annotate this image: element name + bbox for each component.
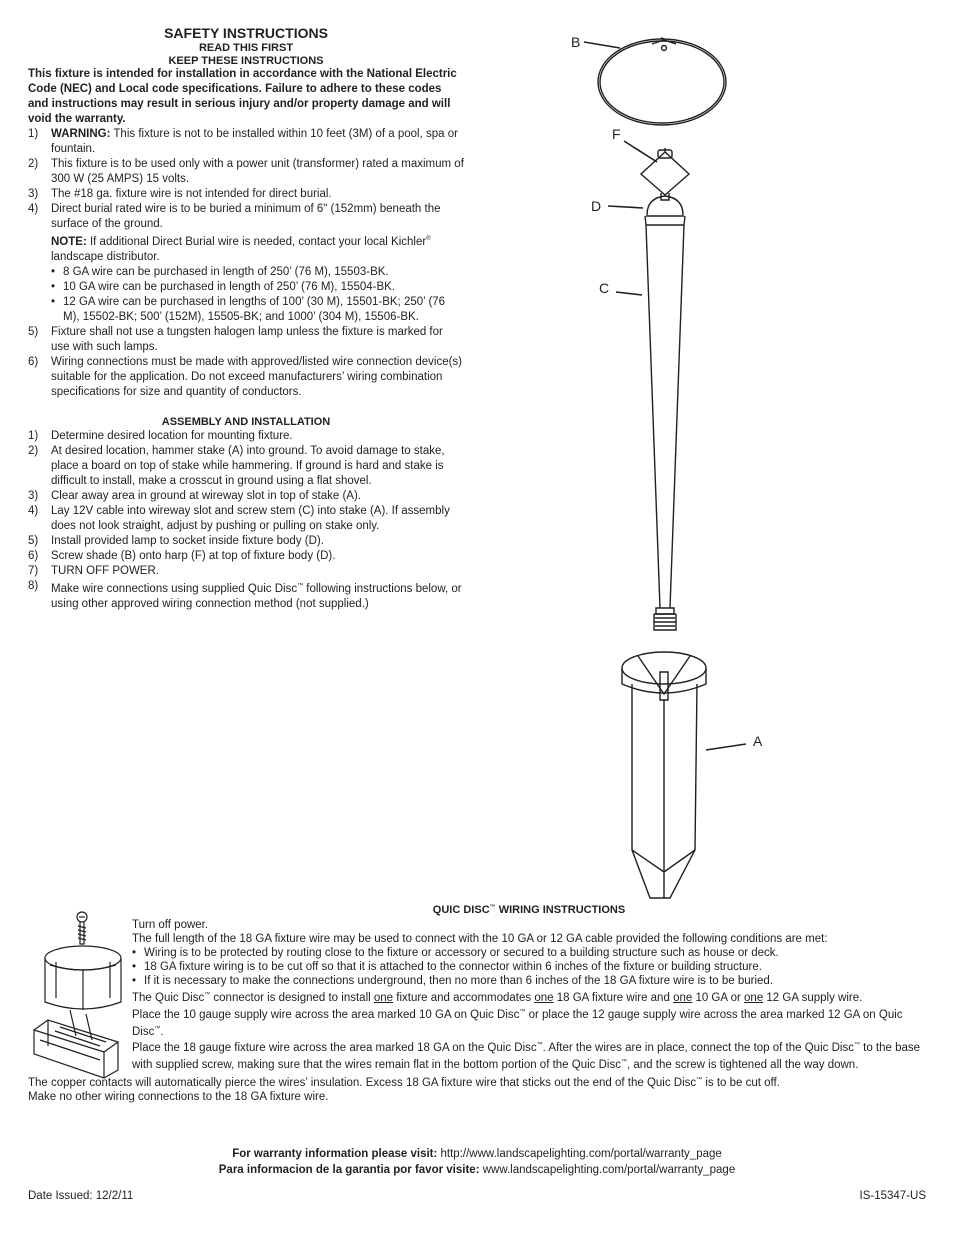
warranty-link-es[interactable]: www.landscapelighting.com/portal/warranty_page xyxy=(479,1164,736,1176)
wire-bullet-3: • 12 GA wire can be purchased in lengths of 100’ (30 M), 15501-BK; 250’ (76 M), 15502-BK; 500’ (152M), 15505-BK; and 1000’ (304 M), 15506-BK. xyxy=(51,295,446,323)
leader-a xyxy=(706,744,746,750)
leader-c xyxy=(616,292,642,295)
quic-bullet-3: • If it is necessary to make the connections underground, then no more than 6 inches of the 18 GA fixture wire is to be buried. xyxy=(132,975,774,987)
quic-line-2: The full length of the 18 GA fixture wire may be used to connect with the 10 GA or 12 GA cable provided the following conditions are met: xyxy=(132,933,828,945)
safety-item-1: 1) WARNING: This fixture is not to be installed within 10 feet (3M) of a pool, spa or fountain. xyxy=(28,128,458,155)
read-first: READ THIS FIRST xyxy=(198,42,294,54)
warranty-section xyxy=(0,1146,954,1178)
leader-d xyxy=(608,206,643,208)
safety-section xyxy=(28,25,464,400)
assembly-item-8: 8) Make wire connections using supplied Quic Disc™ following instructions below, or using other approved wiring connection method (not supplied.) xyxy=(28,580,462,610)
stake-a-illustration xyxy=(622,652,706,898)
label-f: F xyxy=(612,126,621,142)
safety-item-5: 5) Fixture shall not use a tungsten halogen lamp unless the fixture is marked for use with such lamps. xyxy=(28,325,443,353)
safety-item-2: 2) This fixture is to be used only with a power unit (transformer) rated a maximum of 300 W (25 AMPS) 15 volts. xyxy=(28,158,464,185)
safety-item-4: 4) Direct burial rated wire is to be buried a minimum of 6" (152mm) beneath the surface of the ground. xyxy=(28,203,441,230)
label-a: A xyxy=(753,733,763,749)
disc-base-illustration xyxy=(34,1010,118,1078)
safety-item-6: 6) Wiring connections must be made with approved/listed wire connection device(s) suitable for the application. Do not exceed manufacturers’ wiring combination specifications for size and quantity of conductors. xyxy=(28,355,463,398)
leader-f xyxy=(624,141,657,162)
safety-item-3: 3) The #18 ga. fixture wire is not intended for direct burial. xyxy=(28,188,332,200)
document-code: IS-15347-US xyxy=(859,1190,926,1202)
harp-f-illustration xyxy=(641,148,689,200)
assembly-item-4: 4) Lay 12V cable into wireway slot and screw stem (C) into stake (A). If assembly does not look straight, adjust by pushing or pulling on stake only. xyxy=(28,505,450,532)
quic-body xyxy=(132,918,928,1072)
shade-b-illustration xyxy=(598,38,726,125)
quic-line-1: Turn off power. xyxy=(132,919,209,931)
wire-bullet-2: • 10 GA wire can be purchased in length of 250’ (76 M), 15504-BK. xyxy=(51,280,395,293)
warranty-link-en[interactable]: http://www.landscapelighting.com/portal/warranty_page xyxy=(437,1148,722,1160)
assembly-title: ASSEMBLY AND INSTALLATION xyxy=(161,416,331,428)
quic-bullet-1: • Wiring is to be protected by routing close to the fixture or accessory or secured to a building structure such as house or deck. xyxy=(132,947,779,959)
assembly-item-1: 1) Determine desired location for mounting fixture. xyxy=(28,430,293,442)
safety-title: SAFETY INSTRUCTIONS xyxy=(164,25,328,41)
wire-bullet-1: • 8 GA wire can be purchased in length of 250’ (76 M), 15503-BK. xyxy=(51,265,389,278)
assembly-item-3: 3) Clear away area in ground at wireway slot in top of stake (A). xyxy=(28,490,362,502)
quic-para-7: Make no other wiring connections to the 18 GA fixture wire. xyxy=(28,1090,329,1103)
body-stem-illustration xyxy=(645,196,685,630)
quic-para-4: Place the 10 gauge supply wire across the area marked 10 GA on Quic Disc™ or place the 12 gauge supply wire across the area marked 12 GA on Quic Disc™. xyxy=(132,1008,903,1038)
disc-top-illustration xyxy=(45,946,121,1010)
assembly-item-6: 6) Screw shade (B) onto harp (F) at top of fixture body (D). xyxy=(28,550,336,562)
warranty-english: For warranty information please visit: http://www.landscapelighting.com/portal/warranty_page xyxy=(232,1148,722,1160)
assembly-section xyxy=(28,416,464,612)
quic-footer-text xyxy=(28,1073,928,1104)
assembly-item-7: 7) TURN OFF POWER. xyxy=(28,565,159,577)
assembly-item-5: 5) Install provided lamp to socket inside fixture body (D). xyxy=(28,535,324,547)
safety-intro: This fixture is intended for installation in accordance with the National Electric Code (NEC) and Local code specifications. Failure to adhere to these codes and instructions may result in serious injury and/or property damage and will void the warranty. xyxy=(28,68,457,125)
date-issued: Date Issued: 12/2/11 xyxy=(28,1190,134,1202)
label-d: D xyxy=(591,198,602,214)
label-c: C xyxy=(599,280,610,296)
quic-para-6: The copper contacts will automatically pierce the wires’ insulation. Excess 18 GA fixture wire that sticks out the end of the Quic Disc™ is to be cut off. xyxy=(28,1076,780,1089)
screw-illustration xyxy=(77,912,87,944)
assembly-item-2: 2) At desired location, hammer stake (A) into ground. To avoid damage to stake, place a board on top of stake while hammering. If ground is hard and stake is difficult to install, make a crosscut in ground using a flat shovel. xyxy=(28,445,445,487)
label-b: B xyxy=(571,34,581,50)
quic-title: QUIC DISC™ WIRING INSTRUCTIONS xyxy=(432,904,626,916)
safety-note: NOTE: If additional Direct Burial wire is needed, contact your local Kichler® landscape distributor. xyxy=(51,235,431,263)
quic-bullet-2: • 18 GA fixture wiring is to be cut off so that it is attached to the connector within 6 inches of the fixture or building structure. xyxy=(132,961,762,973)
quic-para-5: Place the 18 gauge fixture wire across the area marked 18 GA on the Quic Disc™. After the wires are in place, connect the top of the Quic Disc™ to the base with supplied screw, making sure that the wires remain flat in the bottom portion of the Quic Disc™, and the screw is tightened all the way down. xyxy=(132,1042,921,1072)
warranty-spanish: Para informacion de la garantia por favor visite: www.landscapelighting.com/portal/warranty_page xyxy=(218,1164,736,1176)
leader-b xyxy=(584,42,620,48)
quic-para-3: The Quic Disc™ connector is designed to install one fixture and accommodates one 18 GA fixture wire and one 10 GA or one 12 GA supply wire. xyxy=(132,991,863,1004)
keep-instructions: KEEP THESE INSTRUCTIONS xyxy=(168,55,324,67)
